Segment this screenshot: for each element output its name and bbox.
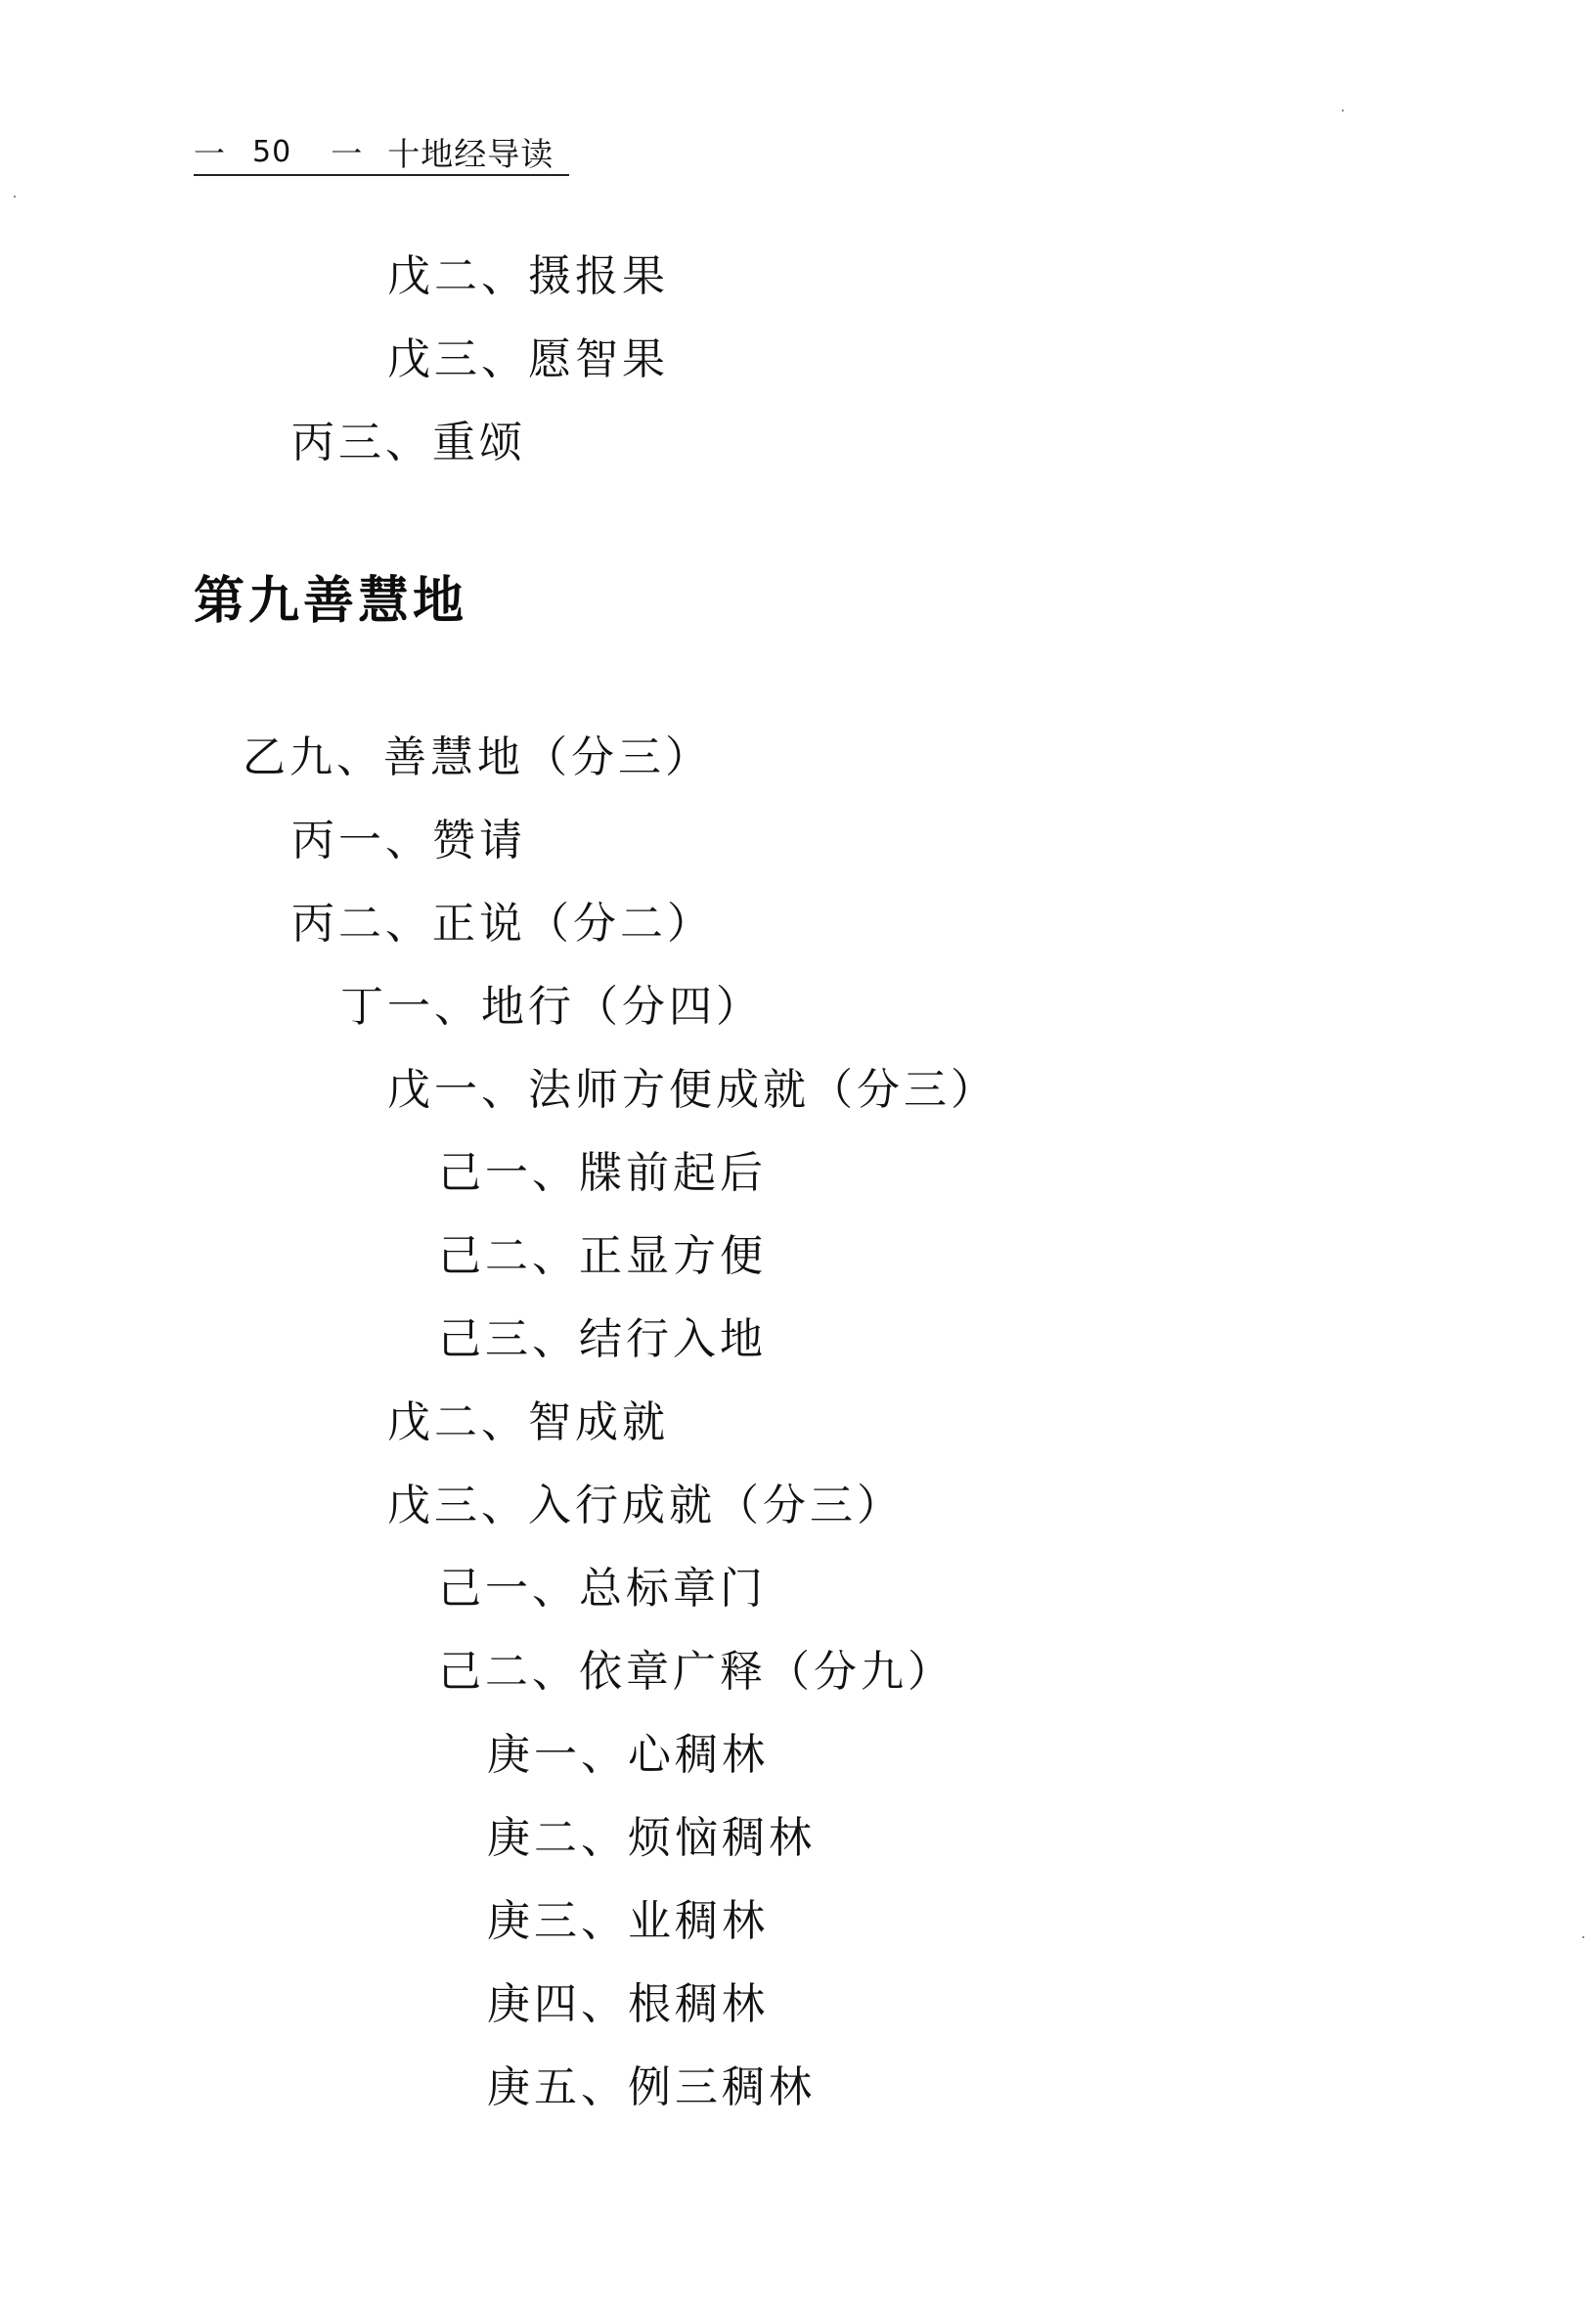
outline-item-bing-2: 丙二、正说（分二） <box>291 899 714 949</box>
outline-item-bing-1: 丙一、赞请 <box>291 816 526 865</box>
outline-item-geng-2: 庚二、烦恼稠林 <box>487 1813 816 1863</box>
outline-item-ji-2b: 己二、依章广释（分九） <box>438 1647 954 1697</box>
outline-item-wu-3b: 戊三、入行成就（分三） <box>387 1481 904 1530</box>
outline-item-ding-1: 丁一、地行（分四） <box>340 982 763 1032</box>
outline-item-geng-1: 庚一、心稠林 <box>487 1730 769 1780</box>
outline-item-yi-9: 乙九、善慧地（分三） <box>243 732 712 782</box>
book-title: 十地经导读 <box>387 134 554 173</box>
scan-speck <box>14 196 16 198</box>
outline-item-ji-1b: 己一、总标章门 <box>438 1564 767 1614</box>
header-dash-left: 一 <box>194 135 227 172</box>
outline-item-ji-1: 己一、牒前起后 <box>438 1148 767 1198</box>
outline-item-wu-3: 戊三、愿智果 <box>387 334 669 384</box>
outline-item-bing-3: 丙三、重颂 <box>291 418 526 467</box>
outline-item-geng-3: 庚三、业稠林 <box>487 1896 769 1946</box>
outline-item-geng-5: 庚五、例三稠林 <box>487 2062 816 2112</box>
outline-item-wu-1: 戊一、法师方便成就（分三） <box>387 1065 998 1115</box>
scan-speck <box>1582 1936 1584 1938</box>
outline-item-wu-2: 戊二、摄报果 <box>387 251 669 301</box>
outline-item-wu-2b: 戊二、智成就 <box>387 1397 669 1447</box>
chapter-heading: 第九善慧地 <box>194 572 468 631</box>
outline-item-ji-3: 己三、结行入地 <box>438 1314 767 1364</box>
scan-speck <box>1342 110 1344 111</box>
running-header <box>194 127 554 176</box>
outline-item-geng-4: 庚四、根稠林 <box>487 1979 769 2029</box>
header-rule <box>194 174 569 176</box>
header-dash-right: 一 <box>331 135 364 172</box>
page-number: 50 <box>252 134 292 169</box>
outline-item-ji-2: 己二、正显方便 <box>438 1231 767 1281</box>
